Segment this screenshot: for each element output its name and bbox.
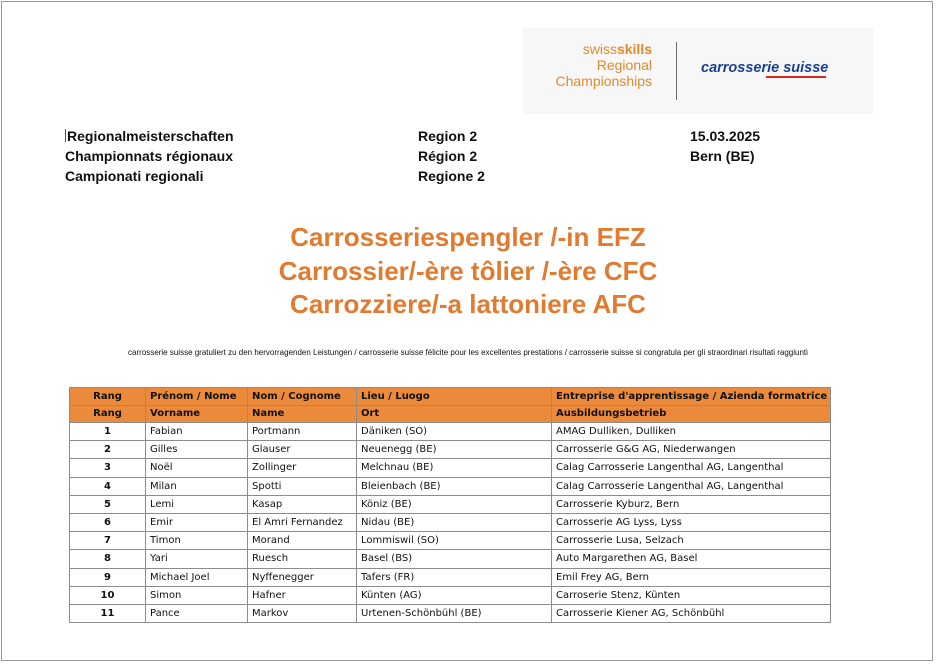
location-cell: Bleienbach (BE) [357, 477, 552, 495]
company-cell: Carrosserie Kyburz, Bern [552, 495, 831, 513]
congratulations-note: carrosserie suisse gratuliert zu den hervorragenden Leistungen / carrosserie suisse félicite pour les excellentes prestations / carrosserie suisse si congratula per gli straordinari risultati raggiunti [128, 348, 808, 357]
table-row [70, 586, 831, 604]
logo-skills: skills [616, 41, 652, 57]
header-rank: Rang [70, 388, 146, 406]
firstname-cell: Simon [146, 586, 248, 604]
rank-cell: 8 [70, 550, 146, 568]
company-cell: AMAG Dulliken, Dulliken [552, 423, 831, 441]
event-date: 15.03.2025 [690, 128, 761, 144]
header-company-de: Ausbildungsbetrieb [552, 405, 831, 423]
table-row [70, 513, 831, 531]
logo-banner [523, 28, 873, 114]
table-header-row [70, 388, 831, 406]
table-row [70, 568, 831, 586]
header-rank-de: Rang [70, 405, 146, 423]
lastname-cell: Ruesch [248, 550, 357, 568]
rank-cell: 5 [70, 495, 146, 513]
header-lastname-de: Name [248, 405, 357, 423]
event-name-de [65, 126, 234, 146]
firstname-cell: Michael Joel [146, 568, 248, 586]
location-cell: Nidau (BE) [357, 513, 552, 531]
lastname-cell: El Amri Fernandez [248, 513, 357, 531]
results-table [69, 387, 831, 623]
header-lastname: Nom / Cognome [248, 388, 357, 406]
table-row [70, 532, 831, 550]
location-cell: Urtenen-Schönbühl (BE) [357, 604, 552, 622]
table-row [70, 604, 831, 622]
partner-name: carrosserie suisse [701, 60, 829, 76]
event-names [65, 126, 234, 186]
title-de: Carrosseriespengler /-in EFZ [290, 222, 646, 252]
company-cell: Carrosserie Lusa, Selzach [552, 532, 831, 550]
lastname-cell: Hafner [248, 586, 357, 604]
table-row [70, 550, 831, 568]
company-cell: Emil Frey AG, Bern [552, 568, 831, 586]
region-info [418, 126, 485, 186]
company-cell: Calag Carrosserie Langenthal AG, Langenthal [552, 459, 831, 477]
firstname-cell: Timon [146, 532, 248, 550]
firstname-cell: Milan [146, 477, 248, 495]
header-location-de: Ort [357, 405, 552, 423]
firstname-cell: Yari [146, 550, 248, 568]
firstname-cell: Noël [146, 459, 248, 477]
logo-divider [676, 42, 677, 100]
lastname-cell: Nyffenegger [248, 568, 357, 586]
lastname-cell: Markov [248, 604, 357, 622]
company-cell: Calag Carrosserie Langenthal AG, Langenthal [552, 477, 831, 495]
table-row [70, 441, 831, 459]
table-row [70, 459, 831, 477]
table-row [70, 495, 831, 513]
company-cell: Auto Margarethen AG, Basel [552, 550, 831, 568]
firstname-cell: Pance [146, 604, 248, 622]
header-firstname-de: Vorname [146, 405, 248, 423]
rank-cell: 10 [70, 586, 146, 604]
event-name-de-text: Regionalmeisterschaften [67, 128, 234, 144]
title-it: Carrozziere/-a lattoniere AFC [290, 289, 646, 319]
location-cell: Melchnau (BE) [357, 459, 552, 477]
rank-cell: 11 [70, 604, 146, 622]
location-cell: Däniken (SO) [357, 423, 552, 441]
firstname-cell: Emir [146, 513, 248, 531]
carrosserie-suisse-logo [701, 59, 828, 77]
logo-swiss: swiss [582, 41, 617, 57]
company-cell: Carrosserie G&G AG, Niederwangen [552, 441, 831, 459]
rank-cell: 4 [70, 477, 146, 495]
location-cell: Basel (BS) [357, 550, 552, 568]
firstname-cell: Lemi [146, 495, 248, 513]
event-name-fr: Championnats régionaux [65, 148, 234, 164]
location-cell: Neuenegg (BE) [357, 441, 552, 459]
location-cell: Lommiswil (SO) [357, 532, 552, 550]
table-row [70, 477, 831, 495]
table-header-row-de [70, 405, 831, 423]
lastname-cell: Zollinger [248, 459, 357, 477]
region-de: Region 2 [418, 128, 478, 144]
event-location: Bern (BE) [690, 148, 755, 164]
location-cell: Köniz (BE) [357, 495, 552, 513]
logo-regional: Regional [596, 57, 652, 73]
lastname-cell: Spotti [248, 477, 357, 495]
region-fr: Région 2 [418, 148, 478, 164]
location-cell: Künten (AG) [357, 586, 552, 604]
rank-cell: 9 [70, 568, 146, 586]
lastname-cell: Morand [248, 532, 357, 550]
lastname-cell: Glauser [248, 441, 357, 459]
rank-cell: 1 [70, 423, 146, 441]
firstname-cell: Fabian [146, 423, 248, 441]
rank-cell: 2 [70, 441, 146, 459]
rank-cell: 3 [70, 459, 146, 477]
swissskills-logo [556, 41, 653, 89]
company-cell: Carroserie Stenz, Künten [552, 586, 831, 604]
date-location [690, 126, 760, 166]
company-cell: Carrosserie AG Lyss, Lyss [552, 513, 831, 531]
firstname-cell: Gilles [146, 441, 248, 459]
region-it: Regione 2 [418, 168, 485, 184]
location-cell: Tafers (FR) [357, 568, 552, 586]
company-cell: Carrosserie Kiener AG, Schönbühl [552, 604, 831, 622]
partner-underline [766, 76, 826, 78]
table-row [70, 423, 831, 441]
text-cursor [65, 129, 66, 142]
logo-championships: Championships [555, 73, 652, 89]
header-firstname: Prénom / Nome [146, 388, 248, 406]
title-fr: Carrossier/-ère tôlier /-ère CFC [278, 256, 658, 286]
event-name-it: Campionati regionali [65, 168, 204, 184]
rank-cell: 7 [70, 532, 146, 550]
lastname-cell: Portmann [248, 423, 357, 441]
header-company: Entreprise d'apprentissage / Azienda formatrice [552, 388, 831, 406]
lastname-cell: Kasap [248, 495, 357, 513]
rank-cell: 6 [70, 513, 146, 531]
header-location: Lieu / Luogo [357, 388, 552, 406]
